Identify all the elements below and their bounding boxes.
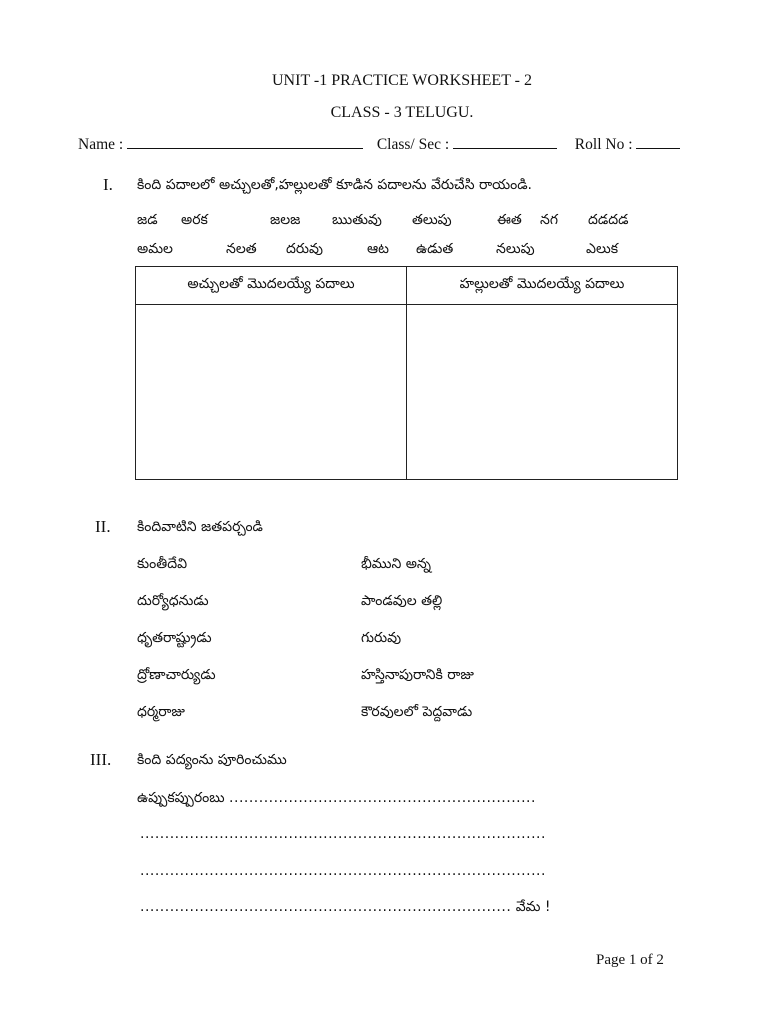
consonant-answer-cell[interactable] <box>407 305 678 480</box>
q1-number: I. <box>103 175 113 194</box>
word: దరువు <box>286 241 324 257</box>
word: ఋతువు <box>332 212 382 228</box>
poem-line-2[interactable]: .................................................................................. <box>140 826 546 842</box>
class-subtitle: CLASS - 3 TELUGU. <box>330 104 474 121</box>
poem-line-3[interactable]: .................................................................................. <box>140 863 546 879</box>
match-right-item: కౌరవులలో పెద్దవాడు <box>361 704 473 720</box>
match-right-item: గురువు <box>361 630 402 646</box>
word: దడదడ <box>588 212 629 228</box>
q2-instruction: కిందివాటిని జతపర్చండి <box>137 519 263 535</box>
match-right-item: పాండవుల తల్లి <box>361 593 443 609</box>
word: ఎలుక <box>586 241 619 257</box>
vowel-answer-cell[interactable] <box>136 305 407 480</box>
q1-instruction: కింది పదాలలో అచ్చులతో,హల్లులతో కూడిన పదాలను వేరుచేసి రాయండి. <box>137 177 533 193</box>
word: ఆట <box>367 241 389 257</box>
class-label: Class/ Sec : <box>376 136 450 153</box>
word: నలుపు <box>496 241 535 257</box>
q2-number: II. <box>95 517 111 536</box>
word: జడ <box>137 212 158 228</box>
word: అమల <box>137 241 173 257</box>
consonant-column-header: హల్లులతో మొదలయ్యే పదాలు <box>407 267 678 305</box>
q3-instruction: కింది పద్యంను పూరించుము <box>137 752 287 768</box>
poem-blank[interactable]: .............................................................. <box>229 790 536 806</box>
q1-words-row2 <box>0 241 768 261</box>
q3-number: III. <box>90 750 112 769</box>
word: నలత <box>226 241 257 257</box>
worksheet-title: UNIT -1 PRACTICE WORKSHEET - 2 <box>272 72 532 89</box>
answer-table <box>135 266 678 480</box>
match-left-item: దుర్యోధనుడు <box>137 593 209 609</box>
word: ఈత <box>497 212 522 228</box>
class-blank[interactable] <box>453 134 557 149</box>
name-label: Name : <box>78 136 124 153</box>
vowel-column-header: అచ్చులతో మొదలయ్యే పదాలు <box>136 267 407 305</box>
match-right-item: భీముని అన్న <box>361 556 431 572</box>
word: నగ <box>540 212 558 228</box>
match-left-item: ధృతరాష్ట్రుడు <box>137 630 212 646</box>
roll-label: Roll No : <box>574 136 633 153</box>
name-blank[interactable] <box>127 134 363 149</box>
word: తలుపు <box>412 212 452 228</box>
header-line <box>78 134 680 154</box>
q1-words-row1 <box>0 212 768 232</box>
word: ఉడుత <box>416 241 454 257</box>
page-number: Page 1 of 2 <box>596 952 664 968</box>
word: జలజ <box>270 212 301 228</box>
match-left-item: ద్రోణాచార్యుడు <box>137 667 216 683</box>
poem-line-4 <box>140 899 551 918</box>
roll-blank[interactable] <box>636 134 680 149</box>
poem-start-word: ఉప్పుకప్పురంబు <box>137 790 225 806</box>
word: అరక <box>181 212 208 228</box>
match-right-item: హస్తినాపురానికి రాజు <box>361 667 474 683</box>
poem-line-1 <box>137 790 536 809</box>
match-left-item: కుంతీదేవి <box>137 556 188 572</box>
match-left-item: ధర్మరాజు <box>137 704 185 720</box>
poem-blank[interactable]: ........................................................................... <box>140 899 512 915</box>
poem-end-word: వేమ ! <box>515 899 551 915</box>
